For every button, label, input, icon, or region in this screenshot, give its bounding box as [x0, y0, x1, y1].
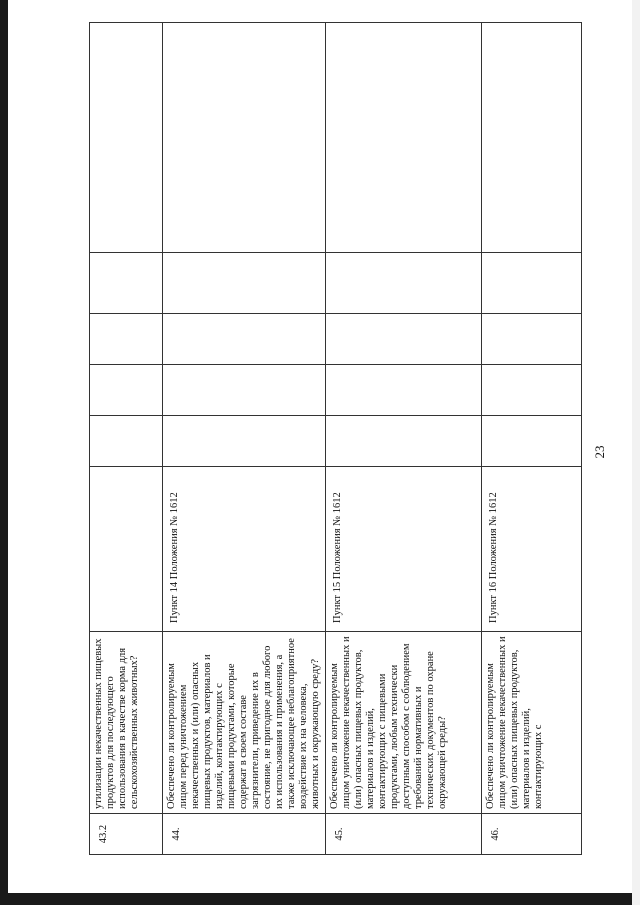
question-cell: Обеспечено ли контролируемым лицом уничтожение некачественных и (или) опасных пищевых продуктов, материалов и изделий, контактирующих с: [482, 632, 582, 814]
question-cell: утилизации некачественных пищевых продуктов для последующего использования в качестве корма для сельскохозяйственных животных?: [90, 632, 163, 814]
note-cell[interactable]: [163, 23, 326, 253]
note-cell[interactable]: [482, 23, 582, 253]
note-cell[interactable]: [326, 23, 482, 253]
reference-cell: Пункт 16 Положения № 1612: [482, 467, 582, 632]
answer-na-cell[interactable]: [482, 314, 582, 365]
reference-cell: Пункт 14 Положения № 1612: [163, 467, 326, 632]
table-row: [482, 23, 582, 855]
scan-border-right: [632, 0, 640, 905]
reference-cell: Пункт 15 Положения № 1612: [326, 467, 482, 632]
answer-na-cell[interactable]: [326, 314, 482, 365]
answer-yes-cell[interactable]: [90, 416, 163, 467]
page-number: 23: [592, 445, 607, 459]
answer-na-cell[interactable]: [90, 314, 163, 365]
rotated-table-container: [89, 99, 578, 855]
reference-cell: [90, 467, 163, 632]
row-number: 43.2: [90, 814, 163, 855]
answer-no-cell[interactable]: [90, 365, 163, 416]
row-number: 46.: [482, 814, 582, 855]
answer-na-cell[interactable]: [163, 314, 326, 365]
scan-border-bottom: [0, 893, 640, 905]
weight-cell: [482, 253, 582, 314]
table-row: [163, 23, 326, 855]
answer-yes-cell[interactable]: [163, 416, 326, 467]
table-row: [90, 23, 163, 855]
answer-yes-cell[interactable]: [482, 416, 582, 467]
table-row: [326, 23, 482, 855]
scan-border-left: [0, 0, 8, 905]
weight-cell: [326, 253, 482, 314]
question-cell: Обеспечено ли контролируемым лицом перед уничтожением некачественных и (или) опасных пищевых продуктов, материалов и изделий, контактирующих с пищевыми продуктами, которые содержат в своем составе загрязнители, приведение их в состояние, не пригодное для любого их использования и применения, а также исключающее неблагоприятное воздействие их на человека, животных и окружающую среду?: [163, 632, 326, 814]
checklist-table: [89, 22, 582, 855]
weight-cell: [90, 253, 163, 314]
answer-no-cell[interactable]: [163, 365, 326, 416]
row-number: 45.: [326, 814, 482, 855]
answer-no-cell[interactable]: [482, 365, 582, 416]
note-cell[interactable]: [90, 23, 163, 253]
answer-no-cell[interactable]: [326, 365, 482, 416]
answer-yes-cell[interactable]: [326, 416, 482, 467]
row-number: 44.: [163, 814, 326, 855]
weight-cell: [163, 253, 326, 314]
question-cell: Обеспечено ли контролируемым лицом уничтожение некачественных и (или) опасных пищевых продуктов, материалов и изделий, контактирующих с пищевыми продуктами, любым технически доступным способом с соблюдением требований нормативных и технических документов по охране окружающей среды?: [326, 632, 482, 814]
